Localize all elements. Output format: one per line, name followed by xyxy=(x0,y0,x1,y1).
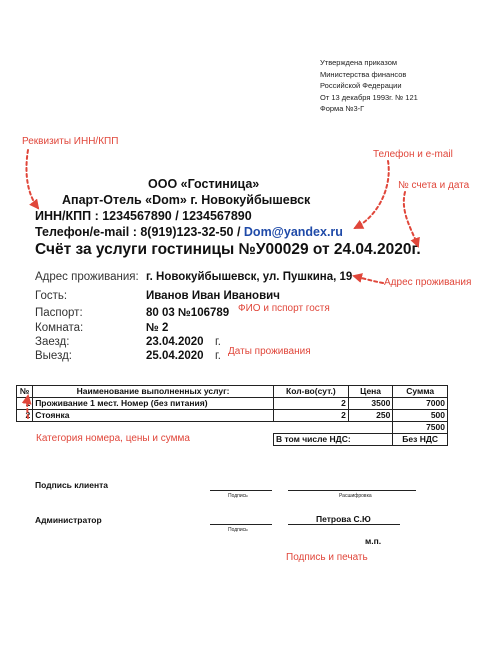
annotation-signature: Подпись и печать xyxy=(286,552,368,563)
room-value: № 2 xyxy=(146,322,169,334)
arrow-address xyxy=(354,276,383,283)
arrow-category xyxy=(27,396,28,418)
total-value: 7500 xyxy=(393,422,448,434)
header-cell: Кол-во(сут.) xyxy=(273,386,348,398)
inn-line: ИНН/КПП : 1234567890 / 1234567890 xyxy=(35,209,252,223)
annotation-category: Категория номера, цены и сумма xyxy=(36,433,190,444)
org-name: ООО «Гостиница» xyxy=(148,177,260,191)
annotation-number: № счета и дата xyxy=(398,180,470,191)
row-number: 1 xyxy=(17,398,33,410)
admin-name: Петрова С.Ю xyxy=(316,514,371,524)
checkout-suffix: г. xyxy=(215,350,221,362)
row-number: 2 xyxy=(17,410,33,422)
checkin-label: Заезд: xyxy=(35,336,70,348)
row-service: Стоянка xyxy=(33,410,274,422)
approval-line: Форма №3-Г xyxy=(320,104,365,113)
annotation-fio: ФИО и пспорт гостя xyxy=(238,303,330,314)
header-cell: Наименование выполненных услуг: xyxy=(33,386,274,398)
row-price: 250 xyxy=(348,410,393,422)
header-cell: № xyxy=(17,386,33,398)
annotation-phone: Телефон и e-mail xyxy=(373,149,453,160)
arrow-inn xyxy=(26,150,38,208)
checkin-suffix: г. xyxy=(215,336,221,348)
row-sum: 500 xyxy=(393,410,448,422)
mp-label: м.п. xyxy=(365,536,382,546)
annotation-inn: Реквизиты ИНН/КПП xyxy=(22,136,119,147)
phone-text: Телефон/e-mail : 8(919)123-32-50 / xyxy=(35,225,244,239)
address-label: Адрес проживания: xyxy=(35,271,139,283)
checkout-label: Выезд: xyxy=(35,350,73,362)
admin-signature-label: Администратор xyxy=(35,515,102,525)
room-label: Комната: xyxy=(35,322,84,334)
vat-value: Без НДС xyxy=(393,434,448,446)
address-value: г. Новокуйбышевск, ул. Пушкина, 19 xyxy=(146,271,353,283)
row-sum: 7000 xyxy=(393,398,448,410)
vat-label: В том числе НДС: xyxy=(273,434,392,446)
checkin-value: 23.04.2020 xyxy=(146,336,204,348)
client-decode-caption: Расшифровка xyxy=(339,493,372,499)
annotation-address: Адрес проживания xyxy=(384,277,472,288)
header-cell: Цена xyxy=(348,386,393,398)
approval-line: Утверждена приказом xyxy=(320,58,398,67)
approval-line: Министерства финансов xyxy=(320,69,407,79)
row-service: Проживание 1 мест. Номер (без питания) xyxy=(33,398,274,410)
row-price: 3500 xyxy=(348,398,393,410)
checkout-value: 25.04.2020 xyxy=(146,350,204,362)
client-signature-label: Подпись клиента xyxy=(35,480,108,490)
approval-line: Российской Федерации xyxy=(320,81,402,90)
approval-line: От 13 декабря 1993г. № 121 xyxy=(320,92,418,102)
email-link[interactable]: Dom@yandex.ru xyxy=(243,225,343,239)
row-qty: 2 xyxy=(273,410,348,422)
guest-label: Гость: xyxy=(35,290,68,302)
admin-signature-caption: Подпись xyxy=(228,527,248,533)
header-cell: Сумма xyxy=(393,386,448,398)
hotel-name: Апарт-Отель «Dom» г. Новокуйбышевск xyxy=(62,193,311,207)
guest-value: Иванов Иван Иванович xyxy=(146,290,280,302)
client-signature-caption: Подпись xyxy=(228,493,248,499)
row-qty: 2 xyxy=(273,398,348,410)
passport-value: 80 03 №106789 xyxy=(146,307,230,319)
arrow-phone xyxy=(355,161,389,228)
invoice-title: Счёт за услуги гостиницы №У00029 от 24.04.2020г. xyxy=(35,241,421,258)
passport-label: Паспорт: xyxy=(35,307,83,319)
annotation-dates: Даты проживания xyxy=(228,346,311,357)
arrow-number xyxy=(404,192,418,246)
